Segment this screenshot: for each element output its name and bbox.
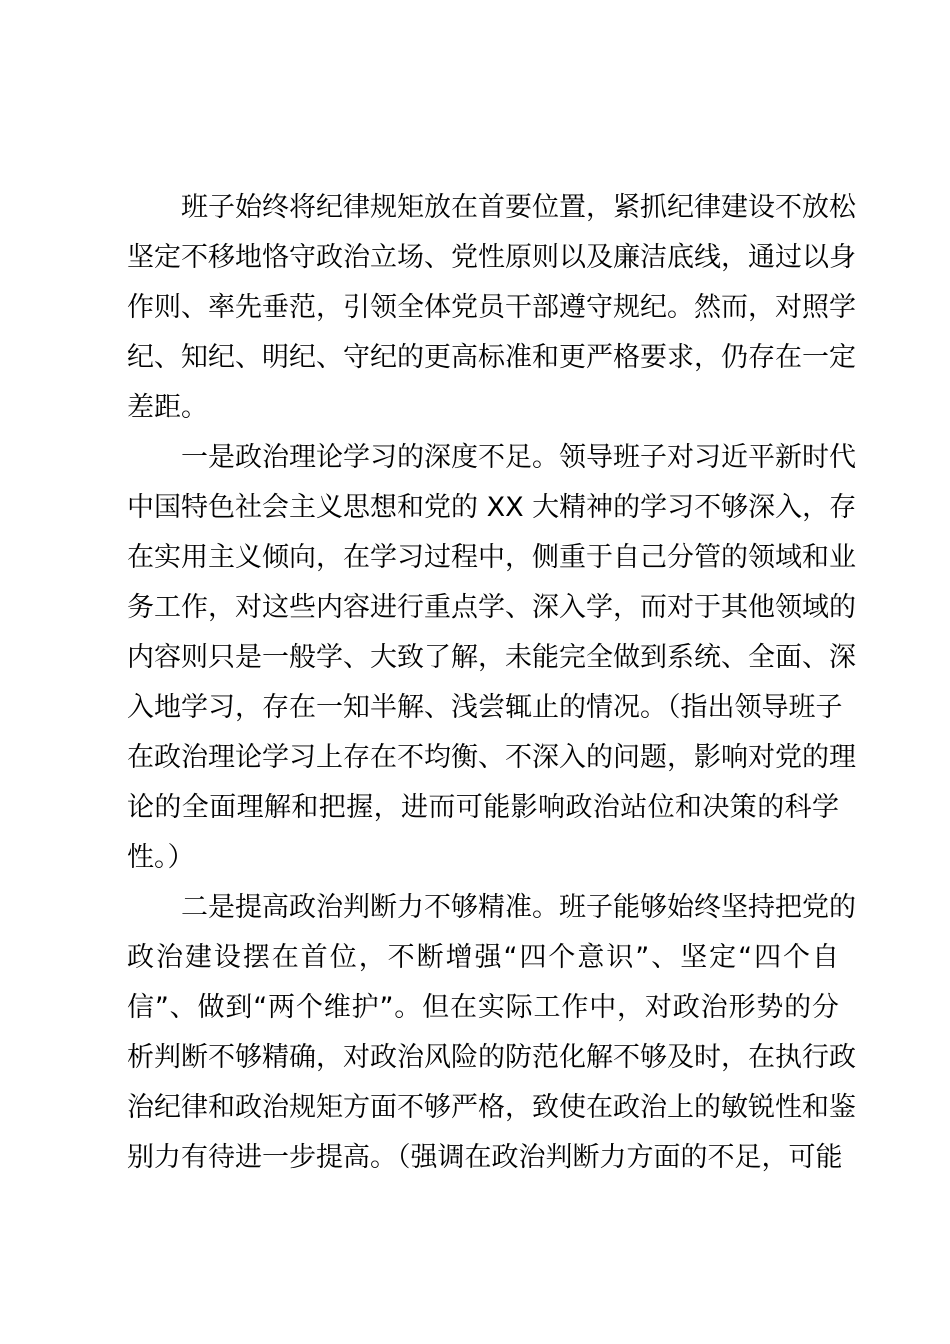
text-line: 在政治理论学习上存在不均衡、不深入的问题，影响对党的理 (127, 742, 856, 773)
text-line: 中国特色社会主义思想和党的 XX 大精神的学习不够深入，存 (127, 492, 857, 523)
text-line: 务工作，对这些内容进行重点学、深入学，而对于其他领域的 (127, 592, 856, 623)
text-line: 作则、率先垂范，引领全体党员干部遵守规纪。然而，对照学 (127, 292, 856, 323)
text-line: 纪、知纪、明纪、守纪的更高标准和更严格要求，仍存在一定 (127, 342, 856, 373)
text-line: 别力有待进一步提高。（强调在政治判断力方面的不足，可能 (127, 1142, 843, 1173)
text-line: 治纪律和政治规矩方面不够严格，致使在政治上的敏锐性和鉴 (127, 1092, 856, 1123)
document-body (127, 183, 857, 1183)
text-line: 坚定不移地恪守政治立场、党性原则以及廉洁底线，通过以身 (127, 242, 856, 273)
text-line: 析判断不够精确，对政治风险的防范化解不够及时，在执行政 (127, 1042, 856, 1073)
text-line: 性。） (127, 842, 195, 873)
text-line: 论的全面理解和把握，进而可能影响政治站位和决策的科学 (127, 792, 839, 823)
text-line: 信”、做到“两个维护”。但在实际工作中，对政治形势的分 (127, 992, 839, 1023)
text-line: 二是提高政治判断力不够精准。班子能够始终坚持把党的 (181, 892, 856, 923)
text-line: 班子始终将纪律规矩放在首要位置，紧抓纪律建设不放松 (181, 192, 856, 223)
text-line: 在实用主义倾向，在学习过程中，侧重于自己分管的领域和业 (127, 542, 856, 573)
text-line: 差距。 (127, 392, 208, 423)
text-line: 政治建设摆在首位，不断增强“四个意识”、坚定“四个自 (127, 942, 839, 973)
paragraph-political-judgment (127, 883, 856, 1183)
text-line: 入地学习，存在一知半解、浅尝辄止的情况。（指出领导班子 (127, 692, 843, 723)
paragraph-theory-study (127, 433, 857, 883)
text-line: 一是政治理论学习的深度不足。领导班子对习近平新时代 (181, 442, 856, 473)
text-line: 内容则只是一般学、大致了解，未能完全做到系统、全面、深 (127, 642, 856, 673)
paragraph-discipline (127, 183, 856, 433)
